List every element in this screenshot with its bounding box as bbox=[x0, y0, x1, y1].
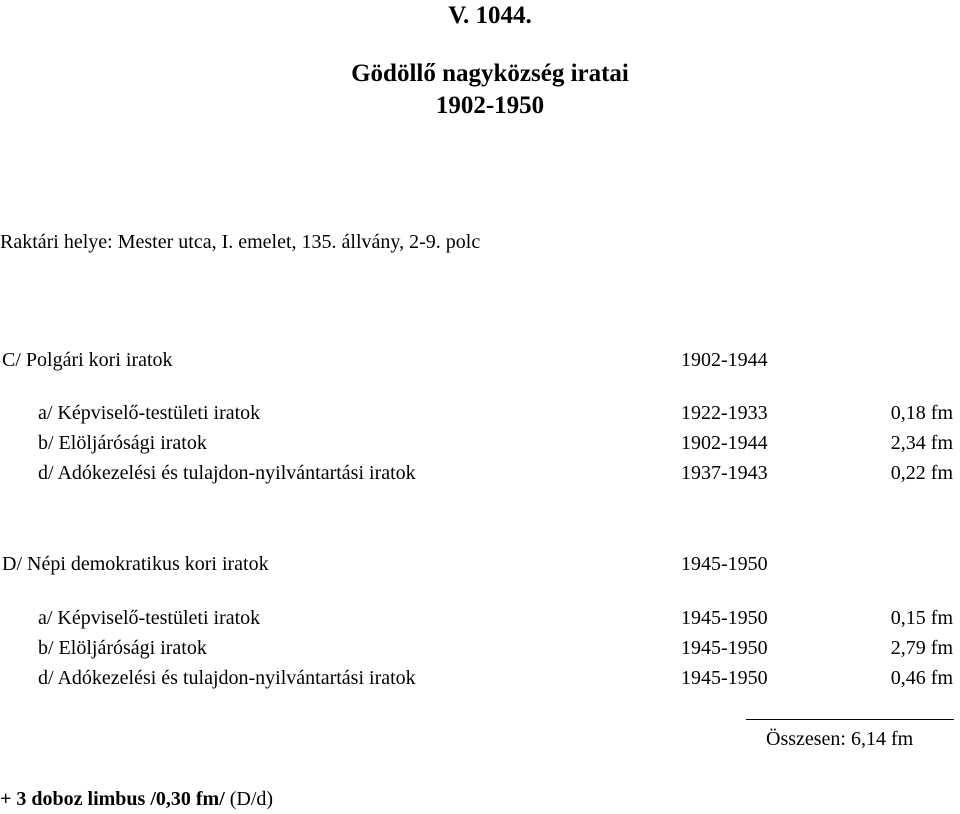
row-size: 2,79 fm bbox=[890, 637, 953, 659]
row-size: 0,15 fm bbox=[890, 607, 953, 629]
section-d-row-b bbox=[38, 636, 953, 662]
section-c-row-a bbox=[38, 401, 953, 427]
footnote-normal: (D/d) bbox=[224, 788, 274, 810]
row-size: 0,46 fm bbox=[890, 667, 953, 689]
section-d-row-d bbox=[38, 666, 953, 692]
row-years: 1945-1950 bbox=[681, 637, 768, 659]
section-d-row-a bbox=[38, 606, 953, 632]
row-label: d/ Adókezelési és tulajdon-nyilvántartási iratok bbox=[38, 462, 416, 484]
total-extent: Összesen: 6,14 fm bbox=[766, 728, 914, 750]
row-years: 1945-1950 bbox=[681, 607, 768, 629]
row-size: 2,34 fm bbox=[890, 432, 953, 454]
row-size: 0,18 fm bbox=[890, 402, 953, 424]
footnote-bold: + 3 doboz limbus /0,30 fm/ bbox=[0, 788, 225, 810]
document-title: Gödöllő nagyközség iratai bbox=[351, 60, 629, 87]
footnote bbox=[0, 787, 273, 811]
section-c-row-b bbox=[38, 431, 953, 457]
section-d-title: D/ Népi demokratikus kori iratok bbox=[2, 553, 269, 575]
row-label: b/ Elöljárósági iratok bbox=[38, 432, 207, 454]
section-c-years: 1902-1944 bbox=[681, 349, 768, 371]
row-size: 0,22 fm bbox=[890, 462, 953, 484]
row-label: d/ Adókezelési és tulajdon-nyilvántartási iratok bbox=[38, 667, 416, 689]
document-years: 1902-1950 bbox=[435, 92, 545, 119]
row-years: 1937-1943 bbox=[681, 462, 768, 484]
row-years: 1922-1933 bbox=[681, 402, 768, 424]
section-c-title: C/ Polgári kori iratok bbox=[2, 349, 173, 371]
fond-reference: V. 1044. bbox=[448, 2, 532, 29]
row-years: 1945-1950 bbox=[681, 667, 768, 689]
row-label: b/ Elöljárósági iratok bbox=[38, 637, 207, 659]
total-divider bbox=[746, 719, 954, 720]
section-c-row-d bbox=[38, 461, 953, 487]
row-years: 1902-1944 bbox=[681, 432, 768, 454]
row-label: a/ Képviselő-testületi iratok bbox=[38, 402, 261, 424]
row-label: a/ Képviselő-testületi iratok bbox=[38, 607, 261, 629]
section-d-years: 1945-1950 bbox=[681, 553, 768, 575]
storage-location: Raktári helye: Mester utca, I. emelet, 135. állvány, 2-9. polc bbox=[0, 231, 481, 253]
